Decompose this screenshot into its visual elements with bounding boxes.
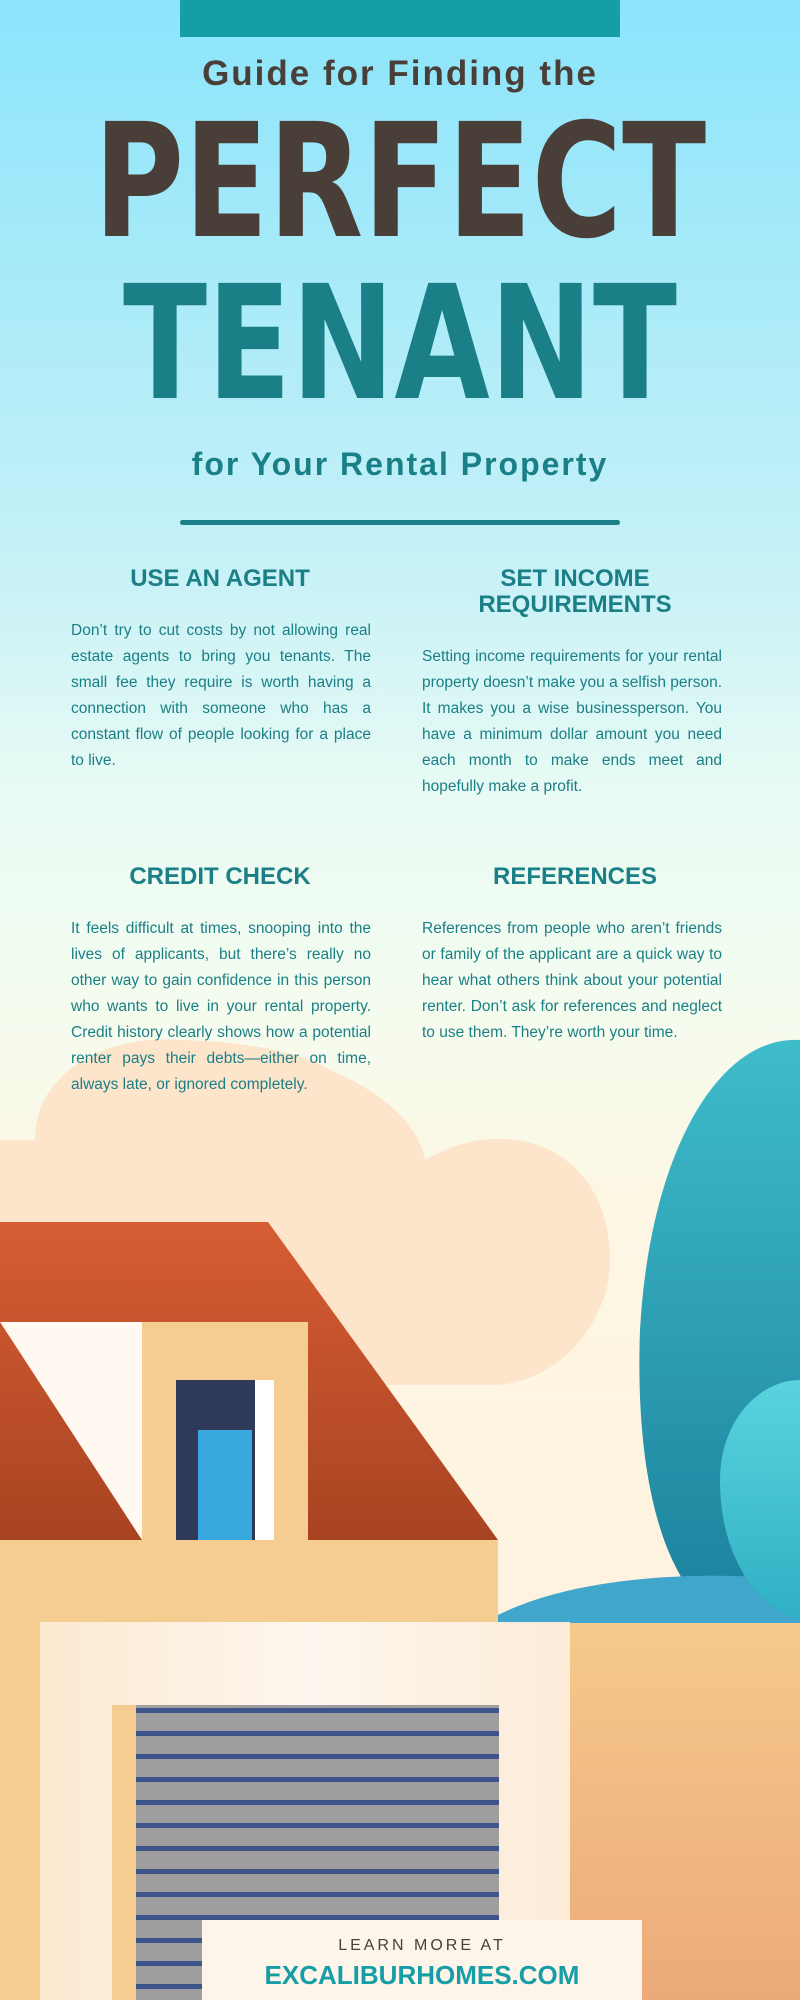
title-perfect: PERFECT [93,90,707,274]
section-title-income-line1: SET INCOME [500,565,650,592]
post-title: for Your Rental Property [191,446,609,482]
section-title-income-line2: REQUIREMENTS [478,591,672,619]
footer-website-link[interactable]: EXCALIBURHOMES.COM [264,1960,580,1990]
footer-label: LEARN MORE AT [338,1937,506,1954]
section-body-references: References from people who aren’t friends or family of the applicant are a quick way to hear what others think about your potential renter. Don’t ask for references and neglect to use them. They’re worth your time. [422,920,722,1041]
section-title-agent: USE AN AGENT [130,565,310,592]
section-title-income [425,566,725,619]
title-divider [180,520,620,525]
top-accent-bar [180,0,620,37]
section-body-agent: Don’t try to cut costs by not allowing real estate agents to bring you tenants. The small fee they require is worth having a connection with someone who has a constant flow of people looking for a place to live. [71,622,371,769]
pre-title: Guide for Finding the [202,54,598,93]
section-title-references: REFERENCES [492,863,658,890]
section-body-credit: It feels difficult at times, snooping into the lives of applicants, but there’s really no other way to gain confidence in this person who wants to live in your rental property. Credit history clearly shows how a potential renter pays their debts—either on time, always late, or ignored completely. [71,920,371,1093]
title-tenant: TENANT [123,252,677,436]
section-body-income: Setting income requirements for your rental property doesn’t make you a selfish person. It makes you a wise businessperson. You have a minimum dollar amount you need each month to make ends meet and hopefully make a profit. [422,648,722,795]
section-title-credit: CREDIT CHECK [129,863,311,890]
